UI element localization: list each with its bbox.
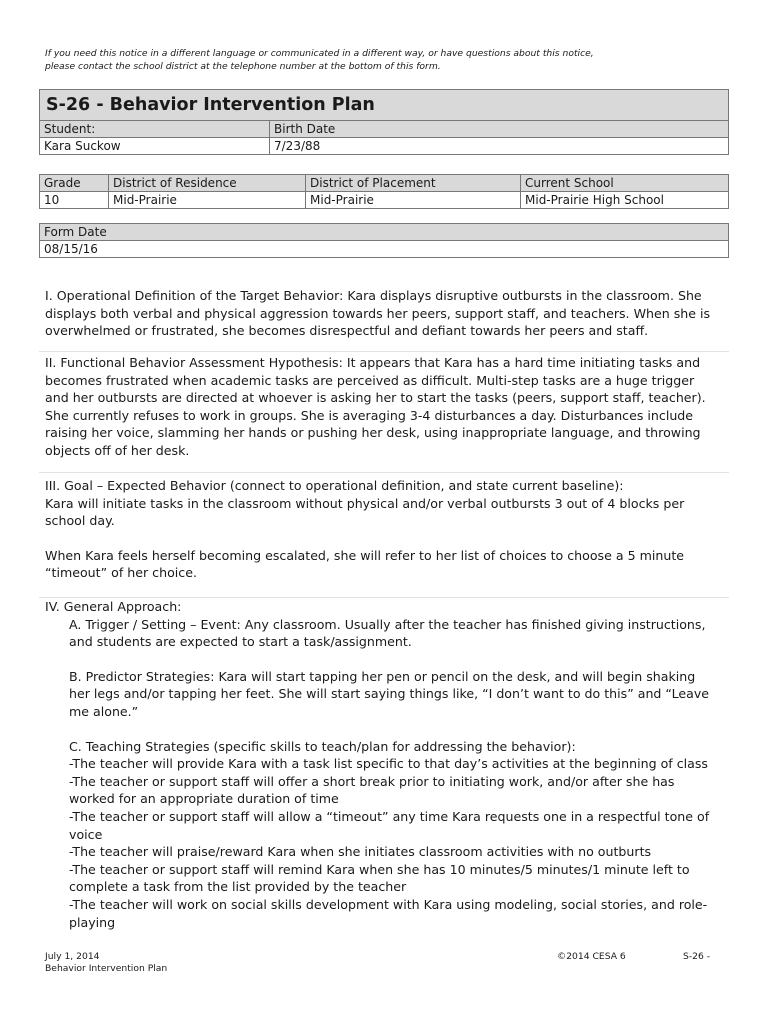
page-title: S-26 - Behavior Intervention Plan [40,90,729,121]
section-general-approach [45,598,725,931]
text-line: B. Predictor Strategies: Kara will start tapping her pen or pencil on the desk, and will begin shaking [69,668,696,684]
divider [39,472,729,473]
text-line: -The teacher or support staff will remind Kara when she has 10 minutes/5 minutes/1 minute left to [69,861,690,877]
residence-value: Mid-Prairie [109,192,306,209]
residence-label: District of Residence [109,175,306,192]
text-line: overwhelmed or frustrated, she becomes disrespectful and defiant towards her peers and staff. [45,323,649,339]
text-line: I. Operational Definition of the Target Behavior: Kara displays disruptive outbursts in the classroom. She [45,288,702,303]
student-name: Kara Suckow [40,138,270,155]
text-line: Kara will initiate tasks in the classroom without physical and/or verbal outbursts 3 out of 4 blocks per [45,495,685,511]
footer-page-number: S-26 - [683,951,711,962]
text-line: displays both verbal and physical aggression towards her peers, support staff, and teachers. When she is [45,305,711,321]
divider [39,351,729,352]
text-line: becomes frustrated when academic tasks are perceived as difficult. Multi-step tasks are a huge trigger [45,372,695,388]
section-fba-hypothesis [45,354,725,460]
text-line: her legs and/or tapping her feet. She will start saying things like, “I don’t want to do this” and “Leave [69,686,710,702]
footer-left [45,951,167,975]
grade-label: Grade [40,175,109,192]
school-label: Current School [521,175,729,192]
form-date-label: Form Date [40,224,729,241]
placement-label: District of Placement [306,175,521,192]
footer-doc-name: Behavior Intervention Plan [45,963,168,974]
language-notice [45,47,725,73]
text-line: She currently refuses to work in groups. She is averaging 3-4 disturbances a day. Disturbances include [45,407,694,423]
footer-copyright: ©2014 CESA 6 [557,951,626,962]
text-line: playing [69,914,116,930]
footer-date: July 1, 2014 [45,951,100,962]
text-line: III. Goal – Expected Behavior (connect to operational definition, and state current baseline): [45,478,624,493]
text-line: -The teacher will work on social skills development with Kara using modeling, social stories, and role- [69,896,708,912]
form-date-value: 08/15/16 [40,241,729,258]
grade-value: 10 [40,192,109,209]
text-line: voice [69,826,103,842]
text-line: A. Trigger / Setting – Event: Any classroom. Usually after the teacher has finished giving instructions, [69,616,706,632]
birth-date-label: Birth Date [270,121,729,138]
text-line: -The teacher or support staff will allow a “timeout” any time Kara requests one in a respectful tone of [69,808,710,824]
text-line: worked for an appropriate duration of time [69,791,339,807]
subsection-trigger [45,616,725,932]
school-value: Mid-Prairie High School [521,192,729,209]
text-line: and her outbursts are directed at whoever is asking her to start the tasks (peers, support staff, teacher). [45,390,706,406]
text-line: school day. [45,513,115,529]
birth-date: 7/23/88 [270,138,729,155]
text-line: -The teacher or support staff will offer a short break prior to initiating work, and/or after she has [69,773,675,789]
text-line: -The teacher will praise/reward Kara when she initiates classroom activities with no outburts [69,844,652,860]
student-label: Student: [40,121,270,138]
text-line: II. Functional Behavior Assessment Hypothesis: It appears that Kara has a hard time initiating tasks and [45,355,701,370]
placement-value: Mid-Prairie [306,192,521,209]
section-operational-definition [45,287,725,340]
section-goal [45,477,725,582]
text-line: When Kara feels herself becoming escalated, she will refer to her list of choices to choose a 5 minute [45,547,685,563]
section-heading: IV. General Approach: [45,599,182,614]
text-line: and students are expected to start a task/assignment. [69,634,412,650]
text-line: objects off of her desk. [45,442,190,458]
text-line: raising her voice, slamming her hands or pushing her desk, using inappropriate language, and throwing [45,425,701,441]
student-info-table [39,89,729,155]
notice-line-2: please contact the school district at the telephone number at the bottom of this form. [45,61,441,72]
text-line: complete a task from the list provided by the teacher [69,879,407,895]
text-line: -The teacher will provide Kara with a task list specific to that day’s activities at the beginning of class [69,756,708,772]
text-line: me alone.” [69,703,139,719]
district-info-table [39,174,729,209]
notice-line-1: If you need this notice in a different language or communicated in a different way, or have questions about this notice, [45,48,594,59]
form-date-table [39,223,729,258]
text-line: “timeout” of her choice. [45,565,197,581]
text-line: C. Teaching Strategies (specific skills to teach/plan for addressing the behavior): [69,738,576,754]
